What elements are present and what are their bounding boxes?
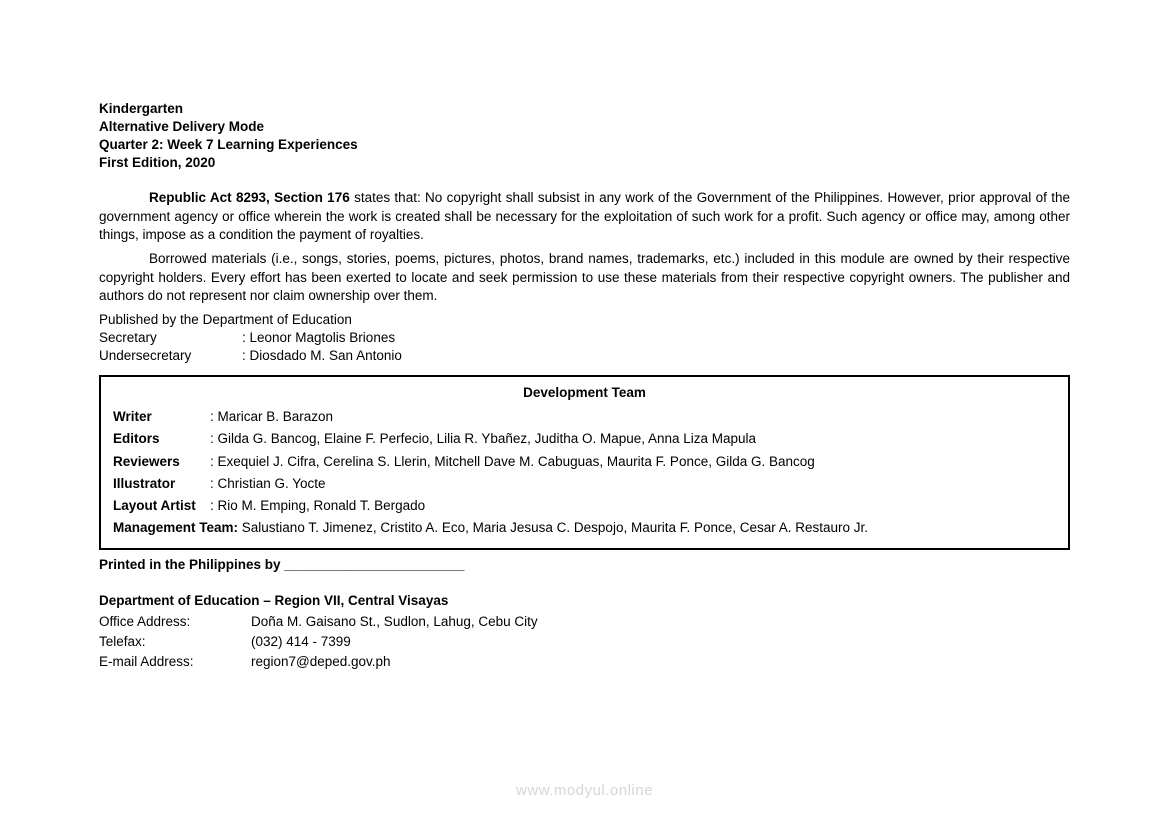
email-row xyxy=(99,652,1070,672)
department-region-title: Department of Education – Region VII, Central Visayas xyxy=(99,593,449,608)
published-by-line: Published by the Department of Education xyxy=(99,312,352,327)
printed-by-text: Printed in the Philippines by xyxy=(99,557,281,572)
office-address-row xyxy=(99,612,1070,632)
team-role-value: : Exequiel J. Cifra, Cerelina S. Llerin, Mitchell Dave M. Cabuguas, Maurita F. Ponce, Gilda G. Bancog xyxy=(210,453,815,469)
team-row-layout-artist xyxy=(113,495,1056,517)
official-name: : Diosdado M. San Antonio xyxy=(242,348,402,363)
office-contact-label: E-mail Address: xyxy=(99,654,194,669)
republic-act-citation: Republic Act 8293, Section 176 xyxy=(149,190,350,205)
quarter-title: Quarter 2: Week 7 Learning Experiences xyxy=(99,137,358,152)
team-role-value: : Gilda G. Bancog, Elaine F. Perfecio, Lilia R. Ybañez, Juditha O. Mapue, Anna Liza Mapula xyxy=(210,431,757,447)
printer-blank-line: ________________________ xyxy=(284,557,465,572)
development-team-title: Development Team xyxy=(523,385,646,400)
team-role-value: : Rio M. Emping, Ronald T. Bergado xyxy=(210,498,426,514)
team-role-value: : Christian G. Yocte xyxy=(210,475,326,491)
team-role-label: Editors xyxy=(113,431,160,447)
management-team-label: Management Team: xyxy=(113,520,239,536)
copyright-statement: states that: No copyright shall subsist in any work of the Government of the Philippines. However, prior approval of the government agency or office wherein the work is created shall be necessary for the exploitation of such work for a profit. Such agency or office may, among other things, impose as a condition the payment of royalties. xyxy=(99,190,1070,242)
team-row-writer xyxy=(113,406,1056,428)
team-row-illustrator xyxy=(113,473,1056,495)
office-contact-label: Office Address: xyxy=(99,614,191,629)
team-role-value: : Maricar B. Barazon xyxy=(210,409,334,424)
office-contact-block xyxy=(99,591,1070,672)
grade-level: Kindergarten xyxy=(99,101,184,116)
edition-header xyxy=(99,100,1070,172)
team-role-label: Writer xyxy=(113,409,152,424)
team-role-label: Layout Artist xyxy=(113,498,196,514)
printed-in-line xyxy=(99,557,1070,572)
official-role: Undersecretary xyxy=(99,348,192,363)
office-contact-label: Telefax: xyxy=(99,634,146,649)
telefax-row xyxy=(99,632,1070,652)
copyright-paragraph xyxy=(99,189,1070,245)
office-contact-value: (032) 414 - 7399 xyxy=(251,634,351,649)
team-row-editors xyxy=(113,428,1056,450)
team-role-label: Illustrator xyxy=(113,475,176,491)
document-page xyxy=(99,0,1070,826)
site-watermark: www.modyul.online xyxy=(516,782,653,799)
delivery-mode: Alternative Delivery Mode xyxy=(99,119,265,134)
office-contact-value: Doña M. Gaisano St., Sudlon, Lahug, Cebu City xyxy=(251,614,538,629)
borrowed-materials-paragraph: Borrowed materials (i.e., songs, stories, poems, pictures, photos, brand names, trademarks, etc.) included in this module are owned by their respective copyright holders. Every effort has been exerted to locate and seek permission to use these materials from their respective copyright owners. The publisher and authors do not represent nor claim ownership over them. xyxy=(99,251,1070,303)
management-team-value: Salustiano T. Jimenez, Cristito A. Eco, Maria Jesusa C. Despojo, Maurita F. Ponce, Cesar A. Restauro Jr. xyxy=(238,520,869,536)
official-role: Secretary xyxy=(99,330,157,345)
edition-line: First Edition, 2020 xyxy=(99,155,216,170)
development-team-box xyxy=(99,375,1070,550)
official-name: : Leonor Magtolis Briones xyxy=(242,330,396,345)
office-contact-value: region7@deped.gov.ph xyxy=(251,654,391,669)
official-row xyxy=(99,347,1070,365)
official-row xyxy=(99,329,1070,347)
publisher-block xyxy=(99,311,1070,365)
team-row-reviewers xyxy=(113,451,1056,473)
team-row-management xyxy=(113,517,1056,539)
team-role-label: Reviewers xyxy=(113,453,180,469)
